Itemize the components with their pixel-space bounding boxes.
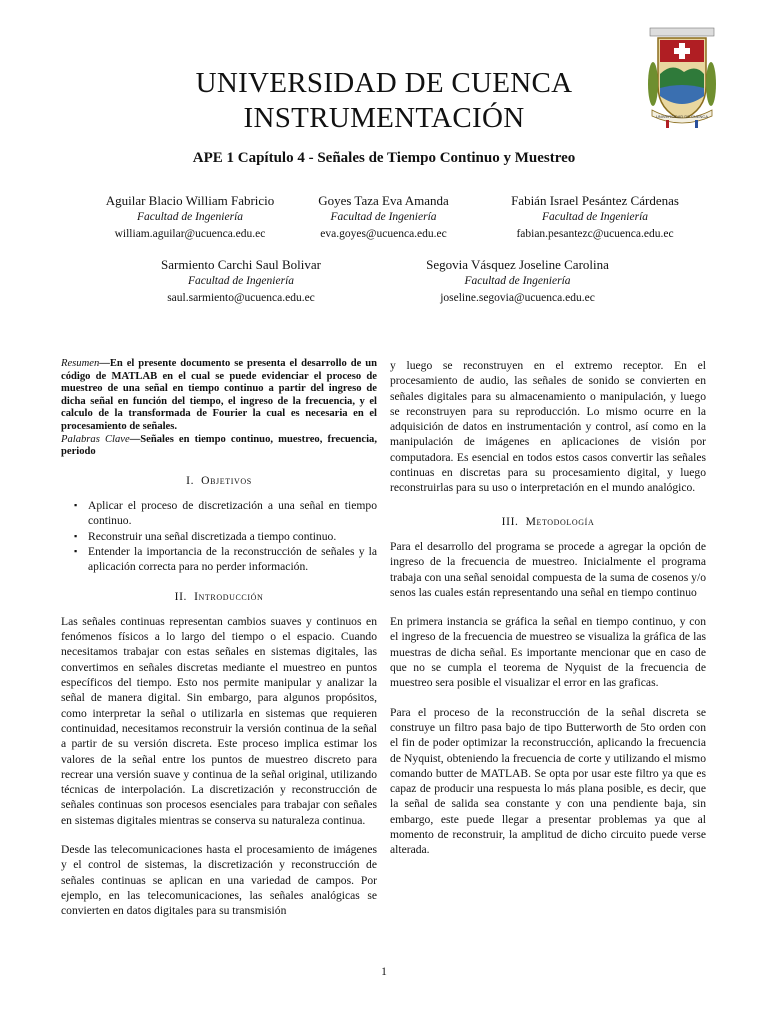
section-heading-introduccion: II. Introducción bbox=[174, 589, 264, 603]
paper-subtitle: APE 1 Capítulo 4 - Señales de Tiempo Continuo y Muestreo bbox=[192, 150, 576, 166]
author-email: fabian.pesantezc@ucuenca.edu.ec bbox=[516, 228, 674, 240]
keywords-text: —Señales en tiempo continuo, muestreo, frecuencia, periodo bbox=[61, 433, 377, 458]
author-affiliation: Facultad de Ingeniería bbox=[330, 211, 437, 223]
author-card bbox=[75, 192, 305, 243]
university-crest-logo bbox=[644, 26, 720, 130]
left-column bbox=[61, 358, 377, 918]
author-email: joseline.segovia@ucuenca.edu.ec bbox=[440, 292, 595, 304]
method-paragraph: En primera instancia se gráfica la señal en tiempo continuo, y con el ingreso de la frecuencia de muestreo se visualiza la gráfica de las muestras de dicha señal. Es importante mencionar que en caso de que no se cumpla el teorema de Nyquist de la frecuencia de muestreo sera posible el visualizar el error en las graficas. bbox=[390, 615, 706, 690]
section-heading-metodologia: III. Metodología bbox=[501, 514, 595, 528]
list-item: ▪ Reconstruir una señal discretizada a tiempo continuo. bbox=[61, 529, 377, 544]
author-affiliation: Facultad de Ingeniería bbox=[187, 275, 295, 287]
author-affiliation: Facultad de Ingeniería bbox=[136, 211, 244, 223]
author-name: Aguilar Blacio William Fabricio bbox=[105, 193, 275, 208]
author-card bbox=[395, 256, 640, 307]
author-affiliation: Facultad de Ingeniería bbox=[464, 275, 571, 287]
author-affiliation: Facultad de Ingeniería bbox=[541, 211, 649, 223]
author-name: Goyes Taza Eva Amanda bbox=[318, 193, 449, 208]
title-line-2: INSTRUMENTACIÓN bbox=[243, 102, 525, 134]
right-column bbox=[390, 358, 706, 858]
keywords-label: Palabras Clave bbox=[61, 433, 130, 445]
intro-paragraph: Desde las telecomunicaciones hasta el procesamiento de imágenes y el control de sistemas, la discretización y reconstrucción de señales continuas se aplican en una variedad de campos. Por ejemplo, en las telecomunicaciones, las señales analógicas se convierten en datos digitales para su transmisión bbox=[61, 842, 377, 918]
objectives-list bbox=[61, 498, 377, 574]
page-number: 1 bbox=[381, 966, 387, 978]
list-item: ▪ Entender la importancia de la reconstrucción de señales y la aplicación correcta para no perder información. bbox=[61, 544, 377, 575]
author-card bbox=[296, 192, 471, 243]
author-email: william.aguilar@ucuenca.edu.ec bbox=[114, 228, 266, 240]
keywords bbox=[61, 434, 377, 459]
title-line-1: UNIVERSIDAD DE CUENCA bbox=[195, 67, 573, 99]
intro-paragraph: Las señales continuas representan cambios suaves y continuos en fenómenos físicos a lo largo del tiempo o el espacio. Cuando necesitamos trabajar con estas señales en sistemas digitales, las convertimos en señales discretas mediante el muestreo en puntos específicos del tiempo. Esto nos permite manipular y analizar la señal de manera digital. Sin embargo, para algunos propósitos, como interpretar la señal o utilizarla en sistemas que requieren continuidad, necesitamos reconstruir la versión continua de la señal a partir de su versión discreta. Este proceso implica estimar los valores de la señal entre los puntos de muestreo discreto para recrear una versión suave y continua de la señal original, utilizando técnicas de interpolación. La discretización y reconstrucción de señales continuas son procesos esenciales para trabajar con señales en sistemas digitales mientras se conserva su naturaleza continua. bbox=[61, 614, 377, 827]
abstract-text: —En el presente documento se presenta el desarrollo de un código de MATLAB en el cual se puede evidenciar el proceso de muestreo de una señal en tiempo continuo a partir del ingreso de dicha señal en función del tiempo, el ingreso de la frecuencia, y el calculo de la transformada de Fourier la cual es necesaria en el procesamiento de señales. bbox=[61, 358, 377, 432]
method-paragraph: Para el desarrollo del programa se procede a agregar la opción de ingreso de la frecuencia de muestreo. Inicialmente el programa trabaja con una señal senoidal compuesta de la suma de cosenos y/o senos las cuales están representando una señal en tiempo continuo bbox=[390, 539, 706, 599]
author-card bbox=[126, 256, 356, 307]
author-name: Fabián Israel Pesántez Cárdenas bbox=[511, 193, 679, 208]
section-heading-objetivos: I. Objetivos bbox=[186, 473, 252, 487]
author-name: Sarmiento Carchi Saul Bolivar bbox=[161, 257, 321, 272]
abstract-label: Resumen bbox=[61, 358, 100, 369]
author-email: saul.sarmiento@ucuenca.edu.ec bbox=[167, 292, 315, 304]
intro-paragraph-continued: y luego se reconstruyen en el extremo receptor. En el procesamiento de audio, las señales de sonido se convierten en señales digitales para su almacenamiento o manipulación, y luego se reconstruyen para su reproducción. Lo mismo ocurre en la adquisición de datos en instrumentación y control, así como en la manipulación de imágenes en aplicaciones de visión por computadora. Es esencial en todos estos casos convertir las señales continuas en discretas para su procesamiento digital, y luego reconstruirlas para su uso o interpretación en el mundo analógico. bbox=[390, 359, 706, 495]
abstract bbox=[61, 358, 377, 434]
author-card bbox=[470, 192, 720, 243]
method-paragraph: Para el proceso de la reconstrucción de la señal discreta se construye un filtro pasa bajo de tipo Butterworth de 5to orden con el fin de poder optimizar la reconstrucción, aplicando la frecuencia de Nyquist, obteniendo la frecuencia de corte y utilizando el mismo comando butter de MATLAB. Se opta por usar este filtro ya que es capaz de producir una respuesta lo más plana posible, es decir, que la señal de salida sea constante y con una pendiente baja, sin embargo, este puede llegar a presentar problemas ya que al momento de reconstruir, la amplitud de dicho circuito puede verse alterada. bbox=[390, 705, 706, 857]
author-email: eva.goyes@ucuenca.edu.ec bbox=[320, 228, 447, 240]
list-item: ▪ Aplicar el proceso de discretización a una señal en tiempo continuo. bbox=[61, 498, 377, 529]
author-name: Segovia Vásquez Joseline Carolina bbox=[426, 257, 609, 272]
svg-text:UNIVERSIDAD DE CUENCA: UNIVERSIDAD DE CUENCA bbox=[655, 114, 709, 119]
